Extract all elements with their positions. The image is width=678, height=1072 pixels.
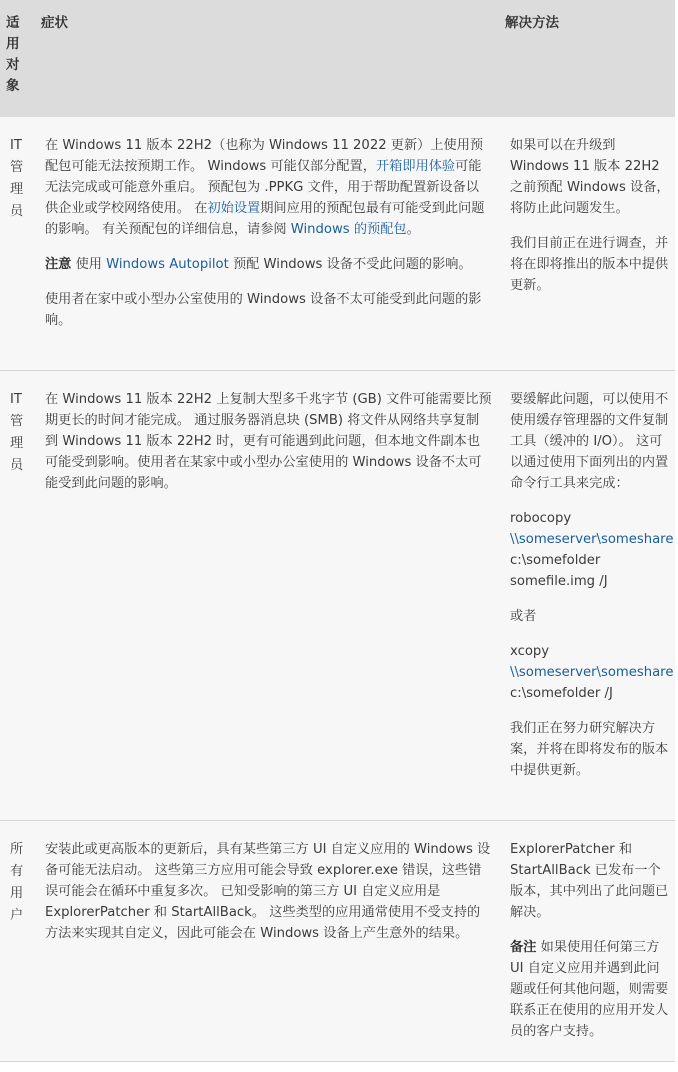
robocopy-command: robocopy \\someserver\someshare c:\somefolder somefile.img /J: [510, 511, 674, 589]
table-header: [0, 0, 675, 117]
symptom-paragraph: 在 Windows 11 版本 22H2（也称为 Windows 11 2022 更新）上使用预配包可能无法按预期工作。 Windows 可能仅部分配置，开箱即用体验可能无法完成或可能意外重启。 预配包为 .PPKG 文件，用于帮助配置新设备以供企业或学校网络使用。 在初始设置期间应用的预配包最有可能受到此问题的影响。 有关预配包的详细信息，请参阅 Windows 的预配包。: [45, 138, 485, 237]
network-share-link[interactable]: \\someserver\someshare: [510, 532, 674, 547]
initial-setup-link[interactable]: 初始设置: [207, 201, 261, 216]
row-symptom: 安装此或更高版本的更新后，具有某些第三方 UI 自定义应用的 Windows 设备可能无法启动。 这些第三方应用可能会导致 explorer.exe 错误，这些错误可能会在循环中重复多次。 已知受影响的第三方 UI 自定义应用是 ExplorerPatcher 和 StartAllBack。 这些类型的应用通常使用不受支持的方法来实现其自定义，因此可能会在 Windows 设备上产生意外的结果。: [45, 842, 491, 941]
remark-paragraph: 备注 如果使用任何第三方 UI 自定义应用并遇到此问题或任何其他问题，则需要联系正在使用的应用开发人员的客户支持。: [510, 940, 669, 1039]
header-symptom: 症状: [41, 15, 68, 31]
oobe-link[interactable]: 开箱即用体验: [376, 159, 456, 174]
table-row: [0, 821, 675, 1062]
row-symptom: [45, 135, 492, 345]
row-audience: IT 管 理 员: [10, 392, 24, 473]
row-audience: 所 有 用 户: [10, 842, 24, 923]
row-resolution: 如果可以在升级到 Windows 11 版本 22H2 之前预配 Windows 设备，将防止此问题发生。 我们目前正在进行调查，并将在即将推出的版本中提供更新。: [510, 138, 670, 293]
table-row: [0, 371, 675, 821]
row-audience: IT 管 理 员: [10, 138, 24, 219]
consumer-paragraph: 使用者在家中或小型办公室使用的 Windows 设备不太可能受到此问题的影响。: [45, 292, 482, 328]
provisioning-packages-link[interactable]: Windows 的预配包: [290, 222, 407, 237]
windows-autopilot-link[interactable]: Windows Autopilot: [106, 257, 229, 272]
row-resolution: 要缓解此问题，可以使用不使用缓存管理器的文件复制工具（缓冲的 I/O）。 这可以通过使用下面列出的内置命令行工具来完成： robocopy \\someserver\someshare c:\somefolder somefile.img /J 或者 xcopy \\someserver\someshare c:\somefolder /J 我们正在努力研究解决方案，并将在即将发布的版本中提供更新。: [510, 392, 674, 778]
note-paragraph: 注意 使用 Windows Autopilot 预配 Windows 设备不受此问题的影响。: [45, 257, 472, 272]
network-share-link[interactable]: \\someserver\someshare: [510, 665, 674, 680]
row-symptom: 在 Windows 11 版本 22H2 上复制大型多千兆字节 (GB) 文件可能需要比预期更长的时间才能完成。 通过服务器消息块 (SMB) 将文件从网络共享复制到 Windows 11 版本 22H2 时，更有可能遇到此问题，但本地文件副本也可能受到影响。使用者在某家中或小型办公室使用的 Windows 设备不太可能受到此问题的影响。: [45, 392, 492, 491]
header-applies-to: 适 用 对 象: [6, 15, 20, 94]
table-row: [0, 117, 675, 371]
row-resolution: ExplorerPatcher 和 StartAllBack 已发布一个版本，其中列出了此问题已解决。 备注 如果使用任何第三方 UI 自定义应用并遇到此问题或任何其他问题，则需要联系正在使用的应用开发人员的客户支持。: [510, 839, 670, 1056]
xcopy-command: xcopy \\someserver\someshare c:\somefolder /J: [510, 644, 674, 701]
header-resolution: 解决方法: [505, 15, 559, 31]
